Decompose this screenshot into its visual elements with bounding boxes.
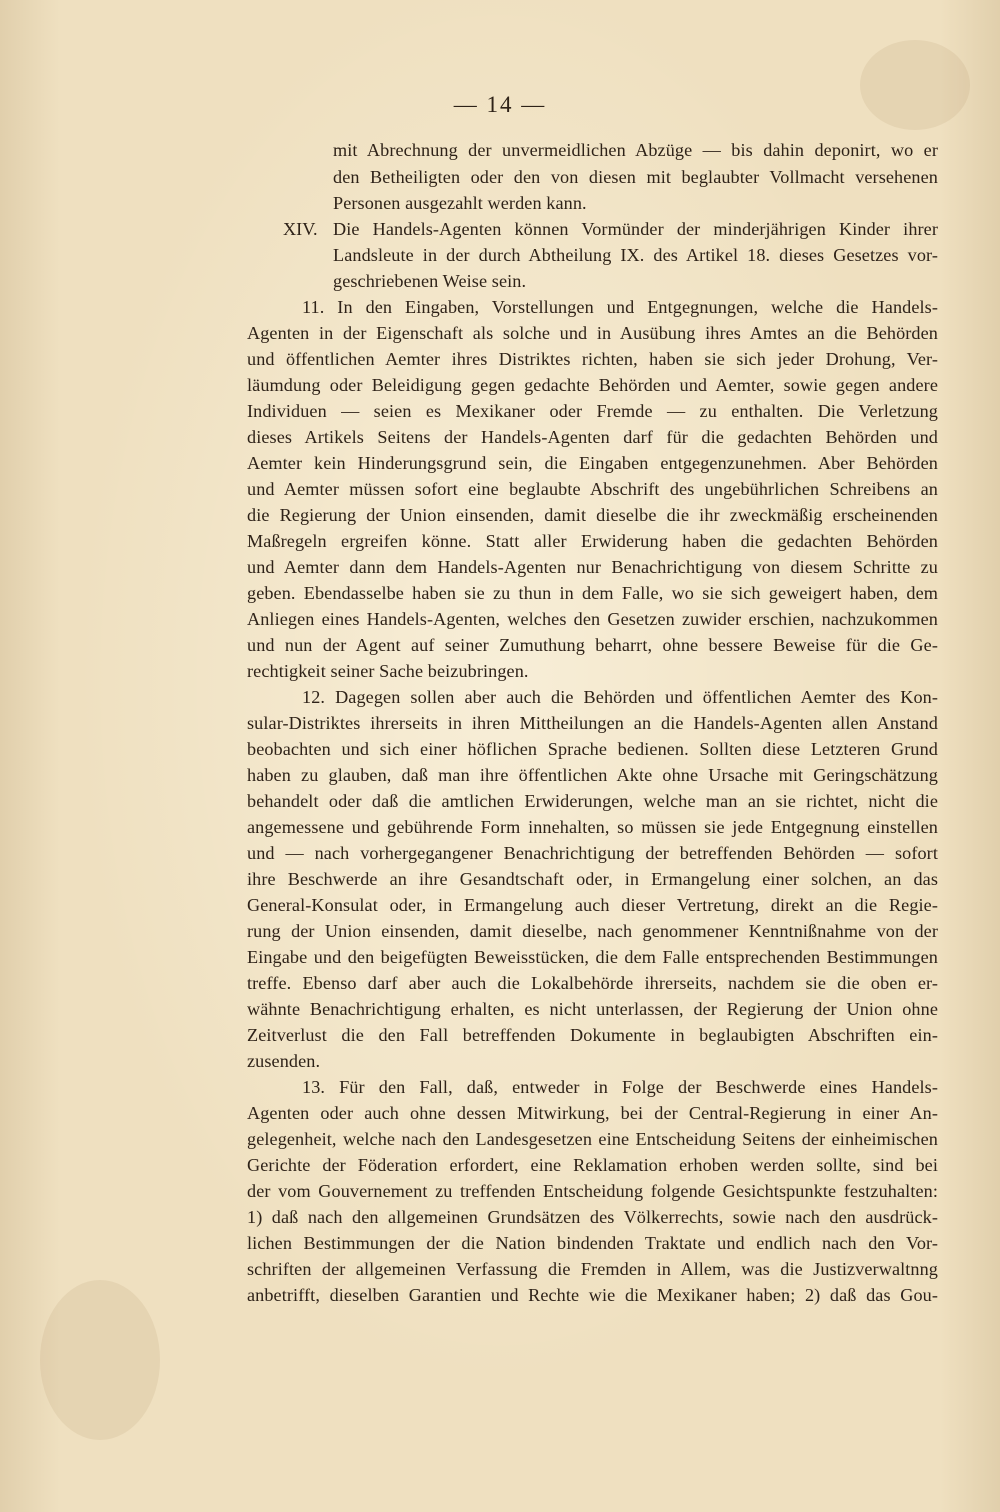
text-line: Agenten in der Eigenschaft als solche und in Ausübung ihres Amtes an die Behörden — [247, 323, 938, 343]
text-line: angemessene und gebührende Form innehalten, so müssen sie jede Entgegnung einstellen — [247, 817, 938, 837]
text-line: rechtigkeit seiner Sache beizubringen. — [247, 661, 529, 681]
paragraph-13-start: 13. Für den Fall, daß, entweder in Folge der Beschwerde eines Handels- — [302, 1077, 938, 1097]
text-line: wähnte Benachrichtigung erhalten, es nicht unterlassen, der Regierung der Union ohne — [247, 999, 938, 1019]
text-line: gelegenheit, welche nach den Landesgesetzen eine Entscheidung Seitens der einheimischen — [247, 1129, 938, 1149]
text-line: Eingabe und den beigefügten Beweisstücken, die dem Falle entsprechenden Bestimmungen — [247, 947, 938, 967]
text-line: und — nach vorhergegangener Benachrichtigung der betreffenden Behörden — sofort — [247, 843, 938, 863]
text-line: geben. Ebendasselbe haben sie zu thun in dem Falle, wo sie sich geweigert haben, dem — [247, 583, 938, 603]
text-line: Maßregeln ergreifen könne. Statt aller Erwiderung haben die gedachten Behörden — [247, 531, 938, 551]
text-line: treffe. Ebenso darf aber auch die Lokalbehörde ihrerseits, nachdem sie die oben er- — [247, 973, 938, 993]
text-line: beobachten und sich einer höflichen Sprache bedienen. Sollten diese Letzteren Grund — [247, 739, 938, 759]
paragraph-11-start: 11. In den Eingaben, Vorstellungen und Entgegnungen, welche die Handels- — [302, 297, 938, 317]
text-line: und nun der Agent auf seiner Zumuthung beharrt, ohne bessere Beweise für die Ge- — [247, 635, 938, 655]
text-line: 1) daß nach den allgemeinen Grundsätzen des Völkerrechts, sowie nach den ausdrück- — [247, 1207, 938, 1227]
paragraph-12-start: 12. Dagegen sollen aber auch die Behörden und öffentlichen Aemter des Kon- — [302, 687, 938, 707]
text-line: geschriebenen Weise sein. — [333, 271, 527, 291]
text-line: rung der Union einsenden, damit dieselbe, nach genommener Kenntnißnahme von der — [247, 921, 938, 941]
text-line: General-Konsulat oder, in Ermangelung auch dieser Vertretung, direkt an die Regie- — [247, 895, 938, 915]
text-line: Landsleute in der durch Abtheilung IX. des Artikel 18. dieses Gesetzes vor- — [333, 245, 938, 265]
text-line: dieses Artikels Seitens der Handels-Agenten darf für die gedachten Behörden und — [247, 427, 938, 447]
text-line: schriften der allgemeinen Verfassung die Fremden in Allem, was die Justizverwaltnng — [247, 1259, 938, 1279]
text-line: Zeitverlust die den Fall betreffenden Dokumente in beglaubigten Abschriften ein- — [247, 1025, 938, 1045]
text-line: sular-Distriktes ihrerseits in ihren Mittheilungen an die Handels-Agenten allen Anstand — [247, 713, 938, 733]
text-line: Gerichte der Föderation erfordert, eine Reklamation erhoben werden sollte, sind bei — [247, 1155, 938, 1175]
section-number-xiv: XIV. — [283, 219, 318, 239]
text-line: haben zu glauben, daß man ihre öffentlichen Akte ohne Ursache mit Geringschätzung — [247, 765, 938, 785]
text-line: und Aemter müssen sofort eine beglaubte Abschrift des ungebührlichen Schreibens an — [247, 479, 938, 499]
text-line: mit Abrechnung der unvermeidlichen Abzüge — bis dahin deponirt, wo er — [333, 140, 938, 160]
text-line: Aemter kein Hinderungsgrund sein, die Eingaben entgegenzunehmen. Aber Behörden — [247, 453, 938, 473]
text-line: Anliegen eines Handels-Agenten, welches den Gesetzen zuwider erschien, nachzukommen — [247, 609, 938, 629]
text-line: zusenden. — [247, 1051, 321, 1071]
text-line: anbetrifft, dieselben Garantien und Rechte wie die Mexikaner haben; 2) daß das Gou- — [247, 1285, 938, 1305]
text-line: der vom Gouvernement zu treffenden Entscheidung folgende Gesichtspunkte festzuhalten: — [247, 1181, 938, 1201]
text-line: Individuen — seien es Mexikaner oder Fremde — zu enthalten. Die Verletzung — [247, 401, 938, 421]
text-line: den Betheiligten oder den von diesen mit beglaubter Vollmacht versehenen — [333, 167, 938, 187]
paper-stain — [40, 1280, 160, 1440]
text-line: und öffentlichen Aemter ihres Distriktes richten, haben sie sich jeder Drohung, Ver- — [247, 349, 938, 369]
page-number: — 14 — — [453, 92, 547, 117]
text-line: die Regierung der Union einsenden, damit dieselbe die ihr zweckmäßig erscheinenden — [247, 505, 938, 525]
text-line: lichen Bestimmungen der die Nation bindenden Traktate und endlich nach den Vor- — [247, 1233, 938, 1253]
text-line: behandelt oder daß die amtlichen Erwiderungen, welche man an sie richtet, nicht die — [247, 791, 938, 811]
text-line: Agenten oder auch ohne dessen Mitwirkung, bei der Central-Regierung in einer An- — [247, 1103, 938, 1123]
text-line: und Aemter dann dem Handels-Agenten nur Benachrichtigung von diesem Schritte zu — [247, 557, 938, 577]
text-line: läumdung oder Beleidigung gegen gedachte Behörden und Aemter, sowie gegen andere — [247, 375, 938, 395]
text-line: Die Handels-Agenten können Vormünder der minderjährigen Kinder ihrer — [333, 219, 938, 239]
text-line: Personen ausgezahlt werden kann. — [333, 193, 587, 213]
text-line: ihre Beschwerde an ihre Gesandtschaft oder, in Ermangelung einer solchen, an das — [247, 869, 938, 889]
